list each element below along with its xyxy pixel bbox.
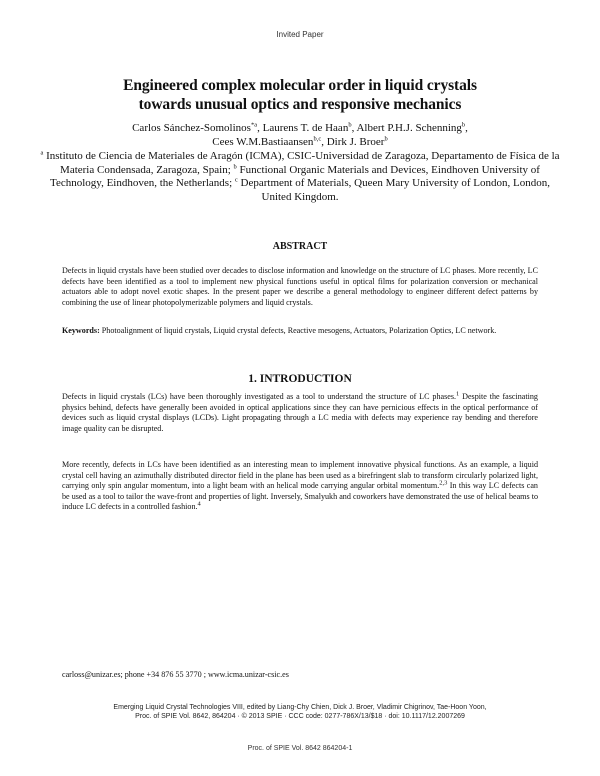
contact-footnote: carloss@unizar.es; phone +34 876 55 3770 ; www.icma.unizar-csic.es [62, 670, 289, 679]
author-name: Dirk J. Broer [326, 135, 385, 148]
author-name: Laurens T. de Haan [262, 122, 349, 134]
author-affiliation-marker: b [461, 121, 466, 129]
author-name: Albert P.H.J. Schenning [356, 122, 462, 134]
author-affiliation-marker: b,c [313, 134, 322, 142]
paragraph-text: In this way LC defects can be used as a tool to tailor the wave-front and properties of light. Inversely, Smalyukh and coworkers have demonstrated the use of helical beams to induce LC defects in a controlled fashion. [62, 481, 538, 512]
affiliations [36, 150, 564, 204]
paper-title [0, 76, 600, 114]
page-footer: Proc. of SPIE Vol. 8642 864204-1 [247, 745, 353, 752]
affiliation-text: Instituto de Ciencia de Materiales de Aragón (ICMA), CSIC-Universidad de Zaragoza, Departamento de Física de la Materia Condensada, Zaragoza, Spain; [46, 150, 560, 176]
citation-ref: 4 [197, 500, 201, 508]
affiliation-text: Functional Organic Materials and Devices, Eindhoven University of Technology, Eindhoven, the Netherlands; [50, 163, 540, 189]
affiliation-text: Department of Materials, Queen Mary University of London, London, United Kingdom. [240, 177, 550, 203]
proceedings-info [0, 703, 600, 721]
introduction-paragraph-2 [62, 460, 538, 513]
invited-paper-label: Invited Paper [276, 30, 324, 39]
keywords [62, 326, 538, 337]
affiliation-marker: b [233, 162, 237, 170]
paragraph-text: Despite the fascinating physics behind, defects have generally been avoided in optical applications since they can have pernicious effects in the optical performance of devices such as liquid crystal displays (LCDs). Light propagating through a LC media with defects may experience ray bending and therefore image quality can be disrupted. [62, 392, 538, 433]
affiliation-marker: a [40, 149, 44, 157]
citation-ref: 2,3 [439, 479, 448, 487]
proceedings-line-1: Emerging Liquid Crystal Technologies VIII, edited by Liang-Chy Chien, Dick J. Broer, Vladimir Chigrinov, Tae-Hoon Yoon, [113, 704, 487, 711]
author-affiliation-marker: b [384, 134, 388, 142]
author-affiliation-marker: *a [250, 121, 258, 129]
author-affiliation-marker: b [348, 121, 352, 129]
abstract-heading: ABSTRACT [272, 241, 328, 252]
author-list: Carlos Sánchez-Somolinos$^{*a}$, Laurens T. de Haan$^b$, Albert P.H.J. Schenning$^b$, Cees W.M.Bastiaansen$^{b,c}$, Dirk J. Broer$^b$ [132, 121, 468, 148]
title-line-1: Engineered complex molecular order in liquid crystals [123, 77, 477, 94]
paragraph-text: Defects in liquid crystals (LCs) have been thoroughly investigated as a tool to understand the structure of LC phases. [62, 392, 456, 401]
keywords-text: Photoalignment of liquid crystals, Liquid crystal defects, Reactive mesogens, Actuators, Polarization Optics, LC network. [101, 326, 497, 335]
proceedings-line-2: Proc. of SPIE Vol. 8642, 864204 · © 2013 SPIE · CCC code: 0277-786X/13/$18 · doi: 10.1117/12.2007269 [135, 713, 465, 720]
citation-ref: 1 [456, 390, 460, 398]
author-name: Cees W.M.Bastiaansen [212, 135, 314, 148]
affiliation-marker: c [234, 176, 238, 184]
introduction-heading: 1. INTRODUCTION [248, 373, 352, 385]
title-line-2: towards unusual optics and responsive mechanics [138, 96, 462, 113]
introduction-paragraph-1 [62, 392, 538, 434]
keywords-label: Keywords: [62, 326, 100, 335]
author-name: Carlos Sánchez-Somolinos [132, 122, 251, 134]
paragraph-text: More recently, defects in LCs have been identified as an interesting mean to implement innovative physical functions. As an example, a liquid crystal cell having an azimuthally distributed director field in the plane has been used as a birefringent slab to transform circularly polarized light, carrying only spin angular momentum, into a light beam with an helical mode carrying angular orbital momentum. [62, 460, 538, 491]
abstract-text: Defects in liquid crystals have been studied over decades to disclose information and knowledge on the structure of LC phases. More recently, LC defects have been identified as a tool to implement new physical functions useful in optical films for polarization conversion or mechanical actuators able to adopt novel exotic shapes. In the present paper we describe a general methodology to engineer different defect patterns by combining the use of linear photopolymerizable polymers and liquid crystals. [62, 266, 538, 307]
